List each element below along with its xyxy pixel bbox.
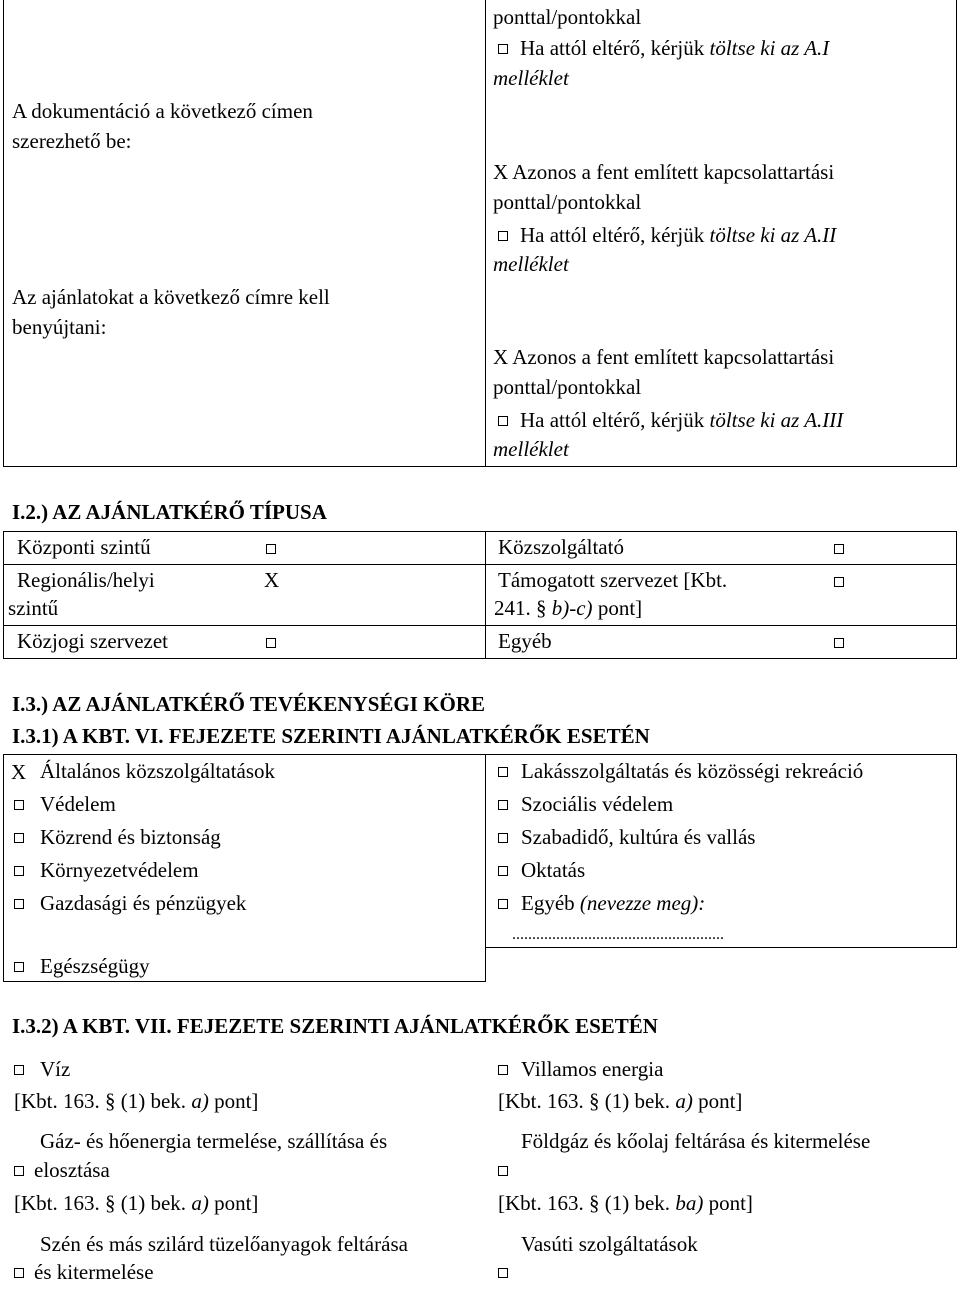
checkbox-environment[interactable] xyxy=(14,866,24,876)
central-label: Központi szintű xyxy=(17,535,151,559)
checkbox-education[interactable] xyxy=(498,866,508,876)
regional-mark[interactable]: X xyxy=(264,568,280,592)
oil-gas-ref: [Kbt. 163. § (1) bek. ba) pont] xyxy=(498,1191,753,1215)
annex-aiii-text-2: melléklet xyxy=(493,437,569,461)
checkbox-public-service[interactable] xyxy=(834,544,844,554)
checkbox-coal[interactable] xyxy=(14,1268,24,1278)
item-defence: Védelem xyxy=(40,792,116,816)
checkbox-culture[interactable] xyxy=(498,833,508,843)
item-culture: Szabadidő, kultúra és vallás xyxy=(521,825,756,849)
same-contact-2-l2: ponttal/pontokkal xyxy=(493,190,642,214)
checkbox-oil-gas[interactable] xyxy=(498,1166,508,1176)
same-contact-3: X Azonos a fent említett kapcsolattartási xyxy=(493,345,835,369)
item-economic: Gazdasági és pénzügyek xyxy=(40,891,247,915)
item-coal-2: és kitermelése xyxy=(34,1260,154,1284)
doc-address-label-2: szerezhető be: xyxy=(12,129,132,153)
item-water: Víz xyxy=(40,1057,71,1081)
checkbox-water[interactable] xyxy=(14,1065,24,1075)
contact-line: ponttal/pontokkal xyxy=(493,5,642,29)
checkbox-annex-ai[interactable] xyxy=(498,44,508,54)
item-environment: Környezetvédelem xyxy=(40,858,199,882)
item-education: Oktatás xyxy=(521,858,586,882)
checkbox-public-order[interactable] xyxy=(14,833,24,843)
item-rail: Vasúti szolgáltatások xyxy=(521,1232,698,1256)
annex-ai-text-2: melléklet xyxy=(493,66,569,90)
item-electricity: Villamos energia xyxy=(521,1057,664,1081)
checkbox-public-law[interactable] xyxy=(266,638,276,648)
checkbox-supported[interactable] xyxy=(834,577,844,587)
item-housing: Lakásszolgáltatás és közösségi rekreáció xyxy=(521,759,864,783)
electricity-ref: [Kbt. 163. § (1) bek. a) pont] xyxy=(498,1089,743,1113)
checkbox-social[interactable] xyxy=(498,800,508,810)
checkbox-gas[interactable] xyxy=(14,1166,24,1176)
checkbox-electricity[interactable] xyxy=(498,1065,508,1075)
item-gas-2: elosztása xyxy=(34,1158,110,1182)
utility-heading: I.3.2) A KBT. VII. FEJEZETE SZERINTI AJÁNLATKÉRŐK ESETÉN xyxy=(12,1014,658,1038)
checkbox-annex-aiii[interactable] xyxy=(498,416,508,426)
public-law-label: Közjogi szervezet xyxy=(17,629,169,653)
annex-ai-text: Ha attól eltérő, kérjük töltse ki az A.I xyxy=(520,36,830,60)
regional-label: Regionális/helyi xyxy=(17,568,155,592)
other-type-label: Egyéb xyxy=(498,629,552,653)
checkbox-defence[interactable] xyxy=(14,800,24,810)
same-contact-3-l2: ponttal/pontokkal xyxy=(493,375,642,399)
supported-label-2: 241. § b)-c) pont] xyxy=(494,596,643,620)
item-health: Egészségügy xyxy=(40,954,150,978)
doc-address-label: A dokumentáció a következő címen xyxy=(12,99,313,123)
checkbox-rail[interactable] xyxy=(498,1268,508,1278)
regional-label-2: szintű xyxy=(8,596,59,620)
same-contact-2: X Azonos a fent említett kapcsolattartási xyxy=(493,160,835,184)
other-activity-dots[interactable]: ..................................................... xyxy=(512,926,724,943)
type-heading: I.2.) AZ AJÁNLATKÉRŐ TÍPUSA xyxy=(12,500,327,524)
activity-heading: I.3.) AZ AJÁNLATKÉRŐ TEVÉKENYSÉGI KÖRE xyxy=(12,692,485,716)
submit-address-label-2: benyújtani: xyxy=(12,315,107,339)
water-ref: [Kbt. 163. § (1) bek. a) pont] xyxy=(14,1089,259,1113)
checkbox-other-type[interactable] xyxy=(834,638,844,648)
item-gas: Gáz- és hőenergia termelése, szállítása és xyxy=(40,1129,388,1153)
annex-aiii-text: Ha attól eltérő, kérjük töltse ki az A.III xyxy=(520,408,844,432)
checkbox-health[interactable] xyxy=(14,962,24,972)
checkbox-annex-aii[interactable] xyxy=(498,231,508,241)
item-other-activity: Egyéb (nevezze meg): xyxy=(521,891,706,915)
submit-address-label: Az ajánlatokat a következő címre kell xyxy=(12,285,330,309)
item-coal: Szén és más szilárd tüzelőanyagok feltárása xyxy=(40,1232,408,1256)
checkbox-other-activity[interactable] xyxy=(498,899,508,909)
gas-ref: [Kbt. 163. § (1) bek. a) pont] xyxy=(14,1191,259,1215)
activity-subheading: I.3.1) A KBT. VI. FEJEZETE SZERINTI AJÁNLATKÉRŐK ESETÉN xyxy=(12,724,650,748)
checkbox-housing[interactable] xyxy=(498,767,508,777)
annex-aii-text-2: melléklet xyxy=(493,252,569,276)
checkbox-central[interactable] xyxy=(266,544,276,554)
item-social: Szociális védelem xyxy=(521,792,674,816)
item-oil-gas: Földgáz és kőolaj feltárása és kitermelése xyxy=(521,1129,871,1153)
annex-aii-text: Ha attól eltérő, kérjük töltse ki az A.II xyxy=(520,223,837,247)
item-general: Általános közszolgáltatások xyxy=(40,759,276,783)
public-service-label: Közszolgáltató xyxy=(498,535,624,559)
mark-general[interactable]: X xyxy=(11,760,27,784)
checkbox-economic[interactable] xyxy=(14,899,24,909)
supported-label: Támogatott szervezet [Kbt. xyxy=(498,568,728,592)
item-public-order: Közrend és biztonság xyxy=(40,825,221,849)
